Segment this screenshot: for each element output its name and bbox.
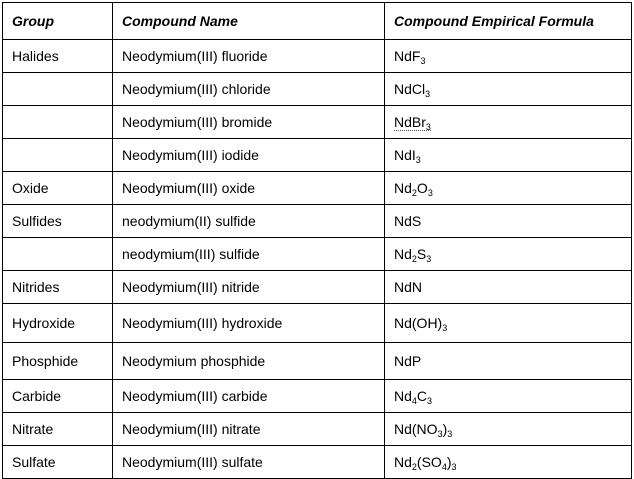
formula-subscript: 3 — [427, 396, 433, 406]
formula-cell — [385, 304, 632, 343]
formula-text — [394, 246, 431, 262]
formula-text — [394, 421, 452, 437]
compound-name-cell: Neodymium(III) nitrate — [113, 413, 385, 446]
table-row — [3, 172, 632, 205]
formula-part: ) — [442, 421, 448, 437]
formula-subscript: 4 — [441, 462, 447, 472]
formula-part: ) — [446, 454, 452, 470]
table-row — [3, 413, 632, 446]
table-row — [3, 380, 632, 413]
table-row — [3, 73, 632, 106]
group-cell — [3, 73, 113, 106]
group-cell: Nitrides — [3, 271, 113, 304]
compound-name-cell: Neodymium phosphide — [113, 343, 385, 380]
formula-cell — [385, 413, 632, 446]
formula-part: Nd(OH) — [394, 315, 443, 331]
formula-text — [394, 279, 422, 295]
header-row — [3, 3, 632, 40]
formula-cell — [385, 271, 632, 304]
group-cell: Oxide — [3, 172, 113, 205]
compound-name-cell: neodymium(III) sulfide — [113, 238, 385, 271]
table-row — [3, 40, 632, 73]
formula-part: NdBr — [394, 114, 426, 130]
formula-part: NdF — [394, 48, 421, 64]
formula-part: Nd(NO — [394, 421, 438, 437]
compound-name-cell: Neodymium(III) sulfate — [113, 446, 385, 479]
formula-subscript: 3 — [442, 323, 448, 333]
compound-name-cell: Neodymium(III) carbide — [113, 380, 385, 413]
compound-name-cell: Neodymium(III) iodide — [113, 139, 385, 172]
formula-text — [394, 48, 425, 64]
formula-text — [394, 114, 431, 131]
formula-subscript: 3 — [451, 462, 457, 472]
group-cell: Carbide — [3, 380, 113, 413]
formula-subscript: 4 — [411, 396, 417, 406]
formula-cell — [385, 343, 632, 380]
table-row — [3, 139, 632, 172]
formula-part: (SO — [416, 454, 442, 470]
group-cell: Hydroxide — [3, 304, 113, 343]
formula-cell — [385, 446, 632, 479]
formula-text — [394, 147, 421, 163]
formula-cell — [385, 40, 632, 73]
formula-part: Nd — [394, 388, 412, 404]
compound-name-cell: neodymium(II) sulfide — [113, 205, 385, 238]
formula-cell — [385, 139, 632, 172]
formula-text — [394, 353, 421, 369]
formula-part: Nd — [394, 180, 412, 196]
formula-cell — [385, 172, 632, 205]
compound-name-cell: Neodymium(III) oxide — [113, 172, 385, 205]
formula-subscript: 2 — [411, 254, 417, 264]
formula-part: NdP — [394, 353, 422, 369]
formula-text — [394, 454, 457, 470]
formula-text — [394, 180, 433, 196]
formula-part: C — [416, 388, 428, 404]
formula-subscript: 3 — [426, 254, 432, 264]
formula-text — [394, 81, 430, 97]
header-compound-name: Compound Name — [113, 3, 385, 40]
table-row — [3, 238, 632, 271]
formula-part: NdCl — [394, 81, 426, 97]
table-row — [3, 343, 632, 380]
formula-text — [394, 213, 421, 229]
table-row — [3, 304, 632, 343]
compound-name-cell: Neodymium(III) fluoride — [113, 40, 385, 73]
formula-subscript: 2 — [411, 462, 417, 472]
formula-text — [394, 388, 432, 404]
group-cell: Phosphide — [3, 343, 113, 380]
formula-part: Nd — [394, 246, 412, 262]
formula-cell — [385, 238, 632, 271]
header-formula: Compound Empirical Formula — [385, 3, 632, 40]
formula-part: NdS — [394, 213, 422, 229]
compounds-table — [2, 2, 632, 479]
table-row — [3, 205, 632, 238]
formula-cell — [385, 380, 632, 413]
compound-name-cell: Neodymium(III) chloride — [113, 73, 385, 106]
formula-subscript: 3 — [420, 56, 426, 66]
group-cell: Sulfate — [3, 446, 113, 479]
formula-subscript: 3 — [425, 122, 431, 132]
compound-name-cell: Neodymium(III) nitride — [113, 271, 385, 304]
formula-part: NdN — [394, 279, 423, 295]
formula-text — [394, 315, 447, 331]
formula-part: NdI — [394, 147, 416, 163]
formula-subscript: 3 — [427, 188, 433, 198]
group-cell — [3, 238, 113, 271]
formula-part: S — [416, 246, 427, 262]
formula-subscript: 3 — [447, 429, 453, 439]
formula-cell — [385, 73, 632, 106]
group-cell — [3, 139, 113, 172]
formula-subscript: 3 — [415, 155, 421, 165]
compound-name-cell: Neodymium(III) bromide — [113, 106, 385, 139]
group-cell: Sulfides — [3, 205, 113, 238]
group-cell: Nitrate — [3, 413, 113, 446]
table-row — [3, 271, 632, 304]
formula-part: O — [416, 180, 428, 196]
header-group: Group — [3, 3, 113, 40]
table-row — [3, 446, 632, 479]
formula-subscript: 3 — [425, 89, 431, 99]
group-cell — [3, 106, 113, 139]
formula-cell — [385, 106, 632, 139]
table-row — [3, 106, 632, 139]
table-body — [3, 40, 632, 479]
formula-part: Nd — [394, 454, 412, 470]
formula-subscript: 3 — [437, 429, 443, 439]
formula-cell — [385, 205, 632, 238]
formula-subscript: 2 — [411, 188, 417, 198]
group-cell: Halides — [3, 40, 113, 73]
compound-name-cell: Neodymium(III) hydroxide — [113, 304, 385, 343]
